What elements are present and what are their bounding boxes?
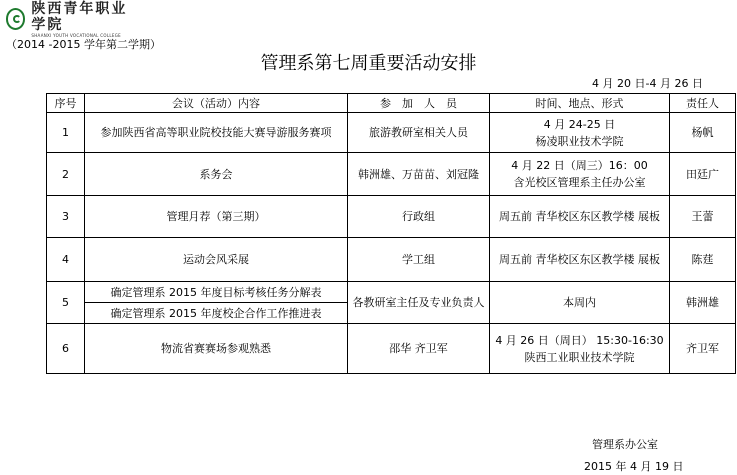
cell-num: 3	[47, 196, 85, 238]
table-row	[47, 324, 736, 374]
cell-time: 周五前 青华校区东区教学楼 展板	[490, 238, 670, 282]
table-header-row	[47, 94, 736, 113]
cell-time-place: 含光校区管理系主任办公室	[513, 176, 646, 189]
cell-time: 周五前 青华校区东区教学楼 展板	[490, 196, 670, 238]
cell-owner: 王蕾	[670, 196, 736, 238]
cell-num: 2	[47, 153, 85, 196]
table-row	[47, 153, 736, 196]
logo-text	[31, 1, 141, 38]
cell-people: 各教研室主任及专业负责人	[348, 282, 490, 324]
footer-office: 管理系办公室	[592, 438, 658, 451]
cell-content-secondary: 确定管理系 2015 年度校企合作工作推进表	[85, 303, 348, 324]
cell-owner: 田廷广	[670, 153, 736, 196]
cell-content: 系务会	[85, 153, 348, 196]
table-row	[47, 196, 736, 238]
cell-people: 旅游教研室相关人员	[348, 113, 490, 153]
cell-content: 确定管理系 2015 年度目标考核任务分解表	[85, 282, 348, 303]
cell-time	[490, 324, 670, 374]
college-english-name: SHAANXI YOUTH VOCATIONAL COLLEGE	[31, 32, 121, 38]
cell-owner: 杨帆	[670, 113, 736, 153]
cell-time: 本周内	[490, 282, 670, 324]
cell-content: 参加陕西省高等职业院校技能大赛导游服务赛项	[85, 113, 348, 153]
header-content: 会议（活动）内容	[85, 94, 348, 113]
cell-time-date: 4 月 24-25 日	[543, 117, 616, 131]
cell-owner: 齐卫军	[670, 324, 736, 374]
header-owner: 责任人	[670, 94, 736, 113]
college-logo	[6, 0, 141, 38]
cell-content: 物流省赛赛场参观熟悉	[85, 324, 348, 374]
college-seal-icon	[6, 8, 25, 30]
cell-num: 1	[47, 113, 85, 153]
date-range: 4 月 20 日-4 月 26 日	[592, 77, 703, 90]
page-title: 管理系第七周重要活动安排	[260, 53, 477, 74]
cell-time-date: 4 月 22 日（周三）16：00	[511, 159, 648, 172]
cell-num: 4	[47, 238, 85, 282]
cell-content: 管理月荐（第三期）	[85, 196, 348, 238]
table-row	[47, 238, 736, 282]
cell-time-place: 杨凌职业技术学院	[535, 134, 624, 148]
footer-date: 2015 年 4 月 19 日	[584, 460, 684, 473]
cell-content: 运动会风采展	[85, 238, 348, 282]
cell-time	[490, 153, 670, 196]
cell-num: 6	[47, 324, 85, 374]
table-row	[47, 282, 736, 303]
header-time: 时间、地点、形式	[490, 94, 670, 113]
cell-people: 行政组	[348, 196, 490, 238]
cell-people: 韩洲雄、万苗苗、刘冠隆	[348, 153, 490, 196]
cell-num: 5	[47, 282, 85, 324]
header-people: 参 加 人 员	[348, 94, 490, 113]
header-num: 序号	[47, 94, 85, 113]
cell-people: 学工组	[348, 238, 490, 282]
term-label: （2014 -2015 学年第二学期）	[6, 38, 161, 51]
cell-people: 邵华 齐卫军	[348, 324, 490, 374]
cell-owner: 陈莛	[670, 238, 736, 282]
cell-owner: 韩洲雄	[670, 282, 736, 324]
college-name: 陕西青年职业学院	[31, 0, 128, 33]
schedule-table	[46, 93, 736, 374]
cell-time-place: 陕西工业职业技术学院	[524, 350, 635, 364]
table-row	[47, 113, 736, 153]
cell-time-date: 4 月 26 日（周日） 15:30-16:30	[495, 333, 664, 347]
cell-time	[490, 113, 670, 153]
